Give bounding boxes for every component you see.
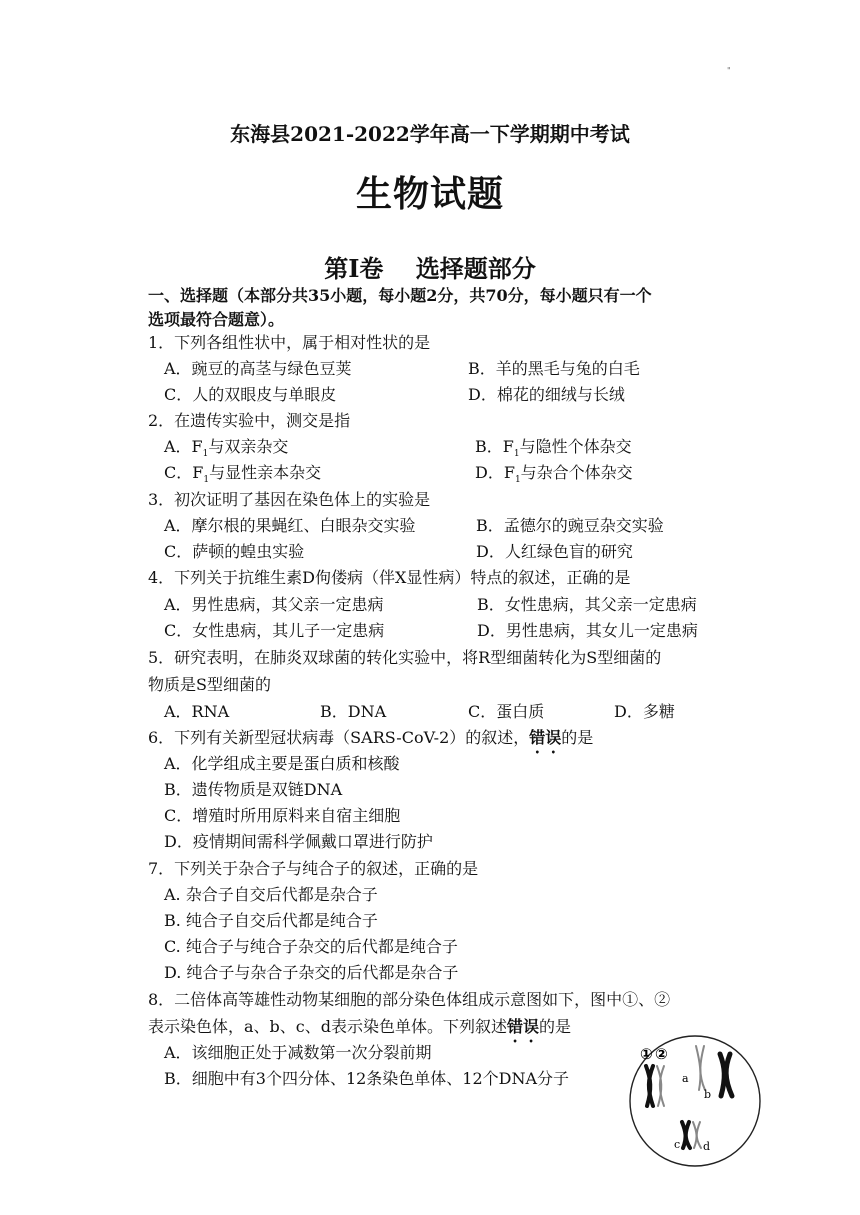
section-instructions-line2: 选项最符合题意）。	[148, 310, 285, 329]
q2-option-d: D．$F_1$与杂合个体杂交	[475, 463, 633, 486]
q6-option-c: C．增殖时所用原料来自宿主细胞	[164, 806, 401, 825]
figure-label-1: ①	[640, 1045, 653, 1063]
figure-label-a: a	[682, 1072, 689, 1085]
q3-option-d: D．人红绿色盲的研究	[476, 542, 633, 561]
q5-option-c: C．蛋白质	[468, 702, 545, 721]
q5-option-a: A．RNA	[164, 702, 230, 721]
chromosome-pair-cd	[682, 1122, 701, 1148]
q5-stem-line2: 物质是S型细菌的	[148, 675, 271, 694]
q2-option-b: B．$F_1$与隐性个体杂交	[475, 437, 632, 460]
volume-heading: 第Ⅰ卷 选择题部分	[324, 254, 536, 283]
q8-emphasis: 错误	[507, 1017, 540, 1036]
cell-chromosome-figure	[620, 1034, 770, 1168]
q7-option-b: B. 纯合子自交后代都是纯合子	[164, 911, 378, 930]
q4-option-b: B．女性患病，其父亲一定患病	[477, 595, 697, 614]
figure-label-b: b	[704, 1088, 712, 1101]
q7-stem: 7．下列关于杂合子与纯合子的叙述，正确的是	[148, 859, 479, 878]
q7-option-d: D. 纯合子与杂合子杂交的后代都是杂合子	[164, 963, 459, 982]
q3-option-b: B．孟德尔的豌豆杂交实验	[476, 516, 664, 535]
q2-stem: 2．在遗传实验中，测交是指	[148, 411, 351, 430]
q8-option-a: A．该细胞正处于减数第一次分裂前期	[164, 1043, 432, 1062]
q6-emphasis: 错误	[529, 728, 562, 747]
q3-option-a: A．摩尔根的果蝇红、白眼杂交实验	[164, 516, 416, 535]
figure-label-d: d	[703, 1140, 711, 1153]
q6-option-d: D．疫情期间需科学佩戴口罩进行防护	[164, 832, 433, 851]
exam-subtitle: 东海县2021-2022学年高一下学期期中考试	[230, 122, 630, 146]
q5-option-d: D．多糖	[614, 702, 675, 721]
section-instructions-line1: 一、选择题（本部分共35小题，每小题2分，共70分，每小题只有一个	[148, 286, 652, 305]
figure-label-c: c	[674, 1138, 681, 1151]
q3-stem: 3．初次证明了基因在染色体上的实验是	[148, 490, 431, 509]
q8-stem-line1: 8．二倍体高等雄性动物某细胞的部分染色体组成示意图如下，图中①、②	[148, 990, 671, 1009]
q5-stem-line1: 5．研究表明，在肺炎双球菌的转化实验中，将R型细菌转化为S型细菌的	[148, 648, 662, 667]
q6-option-b: B．遗传物质是双链DNA	[164, 780, 343, 799]
q7-option-c: C. 纯合子与纯合子杂交的后代都是纯合子	[164, 937, 458, 956]
q3-option-c: C．萨顿的蝗虫实验	[164, 542, 305, 561]
q7-option-a: A. 杂合子自交后代都是杂合子	[164, 885, 378, 904]
q8-option-b: B．细胞中有3个四分体、12条染色单体、12个DNA分子	[164, 1069, 570, 1088]
q1-stem: 1．下列各组性状中，属于相对性状的是	[148, 333, 431, 352]
q4-option-d: D．男性患病，其女儿一定患病	[477, 621, 698, 640]
corner-mark: "	[727, 66, 731, 75]
exam-title: 生物试题	[355, 173, 504, 215]
q4-stem: 4．下列关于抗维生素D佝偻病（伴X显性病）特点的叙述，正确的是	[148, 568, 631, 587]
q2-option-a: A．$F_1$与双亲杂交	[164, 437, 289, 460]
q1-option-d: D．棉花的细绒与长绒	[468, 385, 625, 404]
q4-option-c: C．女性患病，其儿子一定患病	[164, 621, 385, 640]
chromosome-pair-ab	[696, 1046, 732, 1096]
figure-label-2: ②	[655, 1045, 668, 1063]
chromosome-pair-1-2	[646, 1066, 664, 1106]
q2-option-c: C．$F_1$与显性亲本杂交	[164, 463, 322, 486]
q4-option-a: A．男性患病，其父亲一定患病	[164, 595, 384, 614]
q1-option-c: C．人的双眼皮与单眼皮	[164, 385, 337, 404]
q8-stem-line2: 表示染色体，a、b、c、d表示染色单体。下列叙述错误的是	[148, 1017, 572, 1036]
q6-option-a: A．化学组成主要是蛋白质和核酸	[164, 754, 400, 773]
q1-option-b: B．羊的黑毛与兔的白毛	[468, 359, 640, 378]
q5-option-b: B．DNA	[320, 702, 387, 721]
q1-option-a: A．豌豆的高茎与绿色豆荚	[164, 359, 352, 378]
q6-stem: 6．下列有关新型冠状病毒（SARS-CoV-2）的叙述，错误的是	[148, 728, 594, 747]
